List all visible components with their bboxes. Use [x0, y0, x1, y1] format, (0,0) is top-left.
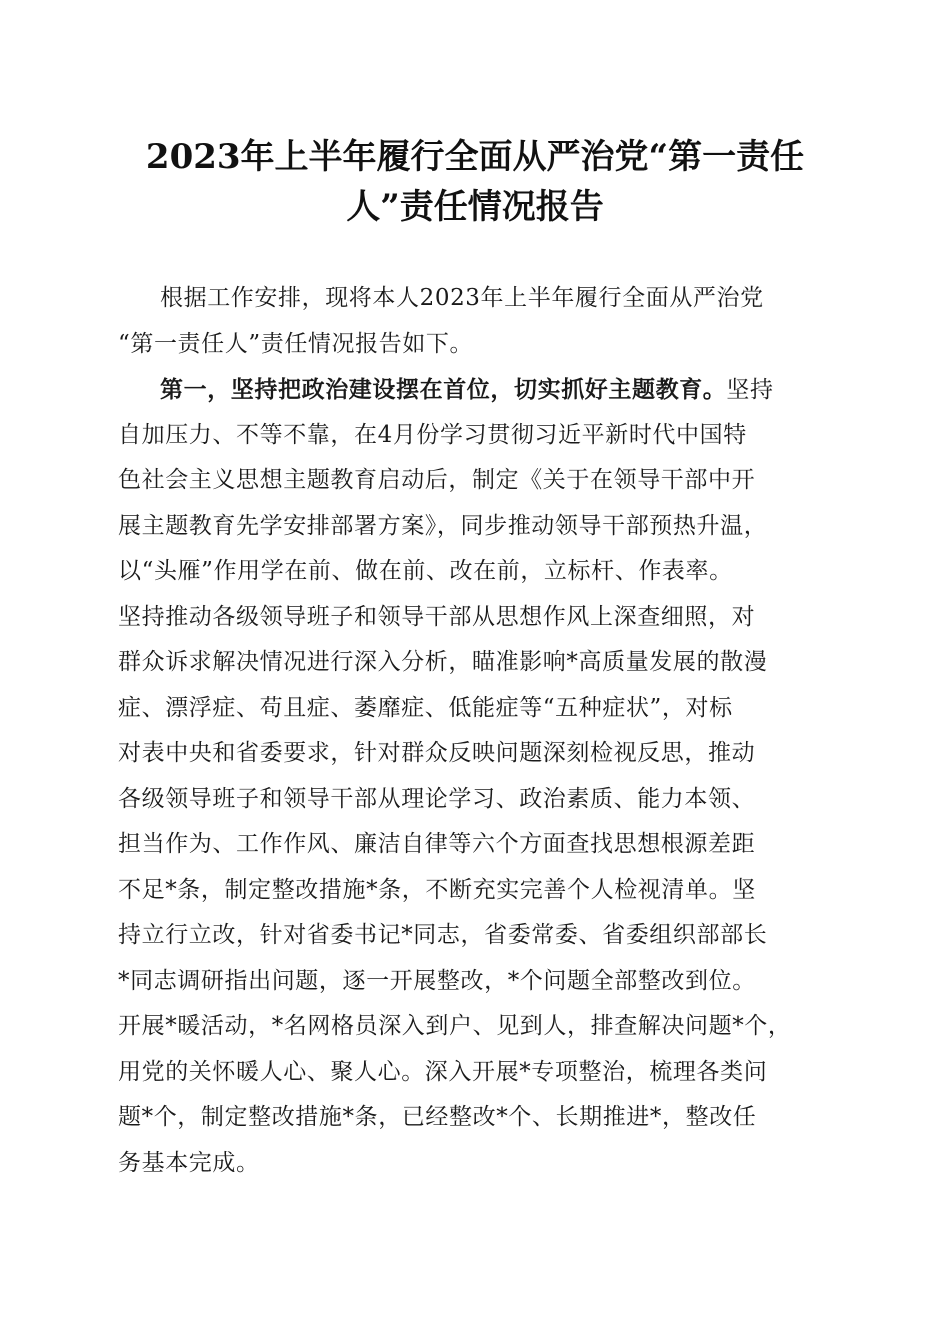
- intro-line-1: 根据工作安排，现将本人2023年上半年履行全面从严治党: [160, 285, 764, 311]
- section1-line-1: [118, 367, 832, 413]
- paragraph-line: 用党的关怀暖人心、聚人心。深入开展*专项整治，梳理各类问: [118, 1058, 768, 1085]
- paragraph-line: 持立行立改，针对省委书记*同志，省委常委、省委组织部部长: [118, 922, 768, 948]
- paragraph-line: 务基本完成。: [118, 1149, 260, 1176]
- section1-lead-sentence: 第一，坚持把政治建设摆在首位，切实抓好主题教育。: [160, 376, 727, 403]
- paragraph-line: 色社会主义思想主题教育启动后，制定《关于在领导干部中开: [118, 467, 756, 493]
- paragraph-line: 以“头雁”作用学在前、做在前、改在前，立标杆、作表率。: [118, 558, 733, 584]
- paragraph-line: 自加压力、不等不靠，在4月份学习贯彻习近平新时代中国特: [118, 421, 747, 448]
- paragraph-line: *同志调研指出问题，逐一开展整改，*个问题全部整改到位。: [118, 967, 756, 994]
- document-body: [118, 276, 832, 1186]
- paragraph-line: 开展*暖活动，*名网格员深入到户、见到人，排查解决问题*个，: [118, 1013, 792, 1039]
- paragraph-line: 坚持推动各级领导班子和领导干部从思想作风上深查细照，对: [118, 603, 756, 630]
- paragraph-line: 群众诉求解决情况进行深入分析，瞄准影响*高质量发展的散漫: [118, 649, 768, 675]
- intro-line-2: “第一责任人”责任情况报告如下。: [118, 330, 474, 357]
- paragraph-line: 展主题教育先学安排部署方案》，同步推动领导干部预热升温，: [118, 512, 768, 539]
- paragraph-line: 不足*条，制定整改措施*条，不断充实完善个人检视清单。坚: [118, 876, 756, 903]
- section1-line-1-rest: 坚持: [726, 377, 774, 403]
- document-title: [100, 132, 850, 232]
- paragraph-line: 对表中央和省委要求，针对群众反映问题深刻检视反思，推动: [118, 740, 756, 766]
- paragraph-line: 担当作为、工作作风、廉洁自律等六个方面查找思想根源差距: [118, 831, 756, 857]
- paragraph-line: 症、漂浮症、苟且症、萎靡症、低能症等“五种症状”，对标: [118, 694, 733, 721]
- title-line-2: 人”责任情况报告: [346, 187, 604, 227]
- paragraph-line: 题*个，制定整改措施*条，已经整改*个、长期推进*，整改任: [118, 1104, 757, 1130]
- paragraph-line: 各级领导班子和领导干部从理论学习、政治素质、能力本领、: [118, 785, 756, 812]
- title-line-1: 2023年上半年履行全面从严治党“第一责任: [145, 137, 805, 177]
